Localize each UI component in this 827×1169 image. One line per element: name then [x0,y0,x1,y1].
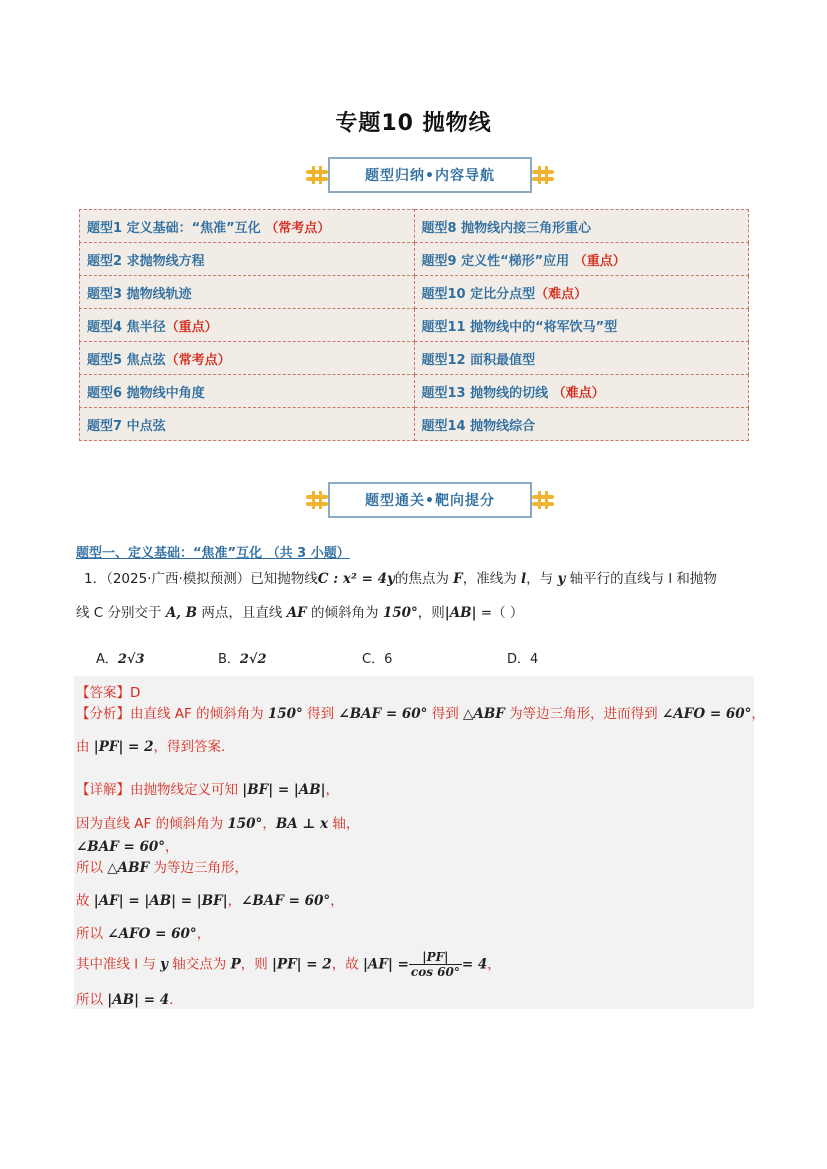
detail-text: ， [196,926,211,942]
topic-label: 题型5 焦点弦 [87,352,166,368]
topic-item[interactable] [80,375,415,408]
detail-math: ∠BAF = 60° [76,839,166,855]
detail-line-7 [76,950,501,979]
section-heading: 题型一、定义基础：“焦准”互化 （共 3 小题） [76,546,350,561]
option-c[interactable] [362,648,392,667]
option-value: 2√3 [117,652,145,667]
page-title: 专题10 抛物线 [335,111,492,136]
analysis-math: △ABF [463,706,505,722]
topic-tag: （难点） [535,286,588,302]
detail-math: △ABF [107,860,150,876]
detail-text: 所以 [76,860,108,876]
question-math: y [557,571,566,587]
analysis-line-1 [76,702,765,722]
detail-line-3 [76,835,179,855]
question-text: 1．（2025·广西·模拟预测）已知抛物线 [84,571,318,587]
option-value: 6 [384,652,393,667]
detail-text: 轴交点为 [167,956,231,973]
detail-line-5 [76,889,344,909]
detail-math: P [230,956,241,973]
analysis-text: 由直线 AF 的倾斜角为 [130,706,268,722]
question-text: 线 C 分别交于 [76,605,166,621]
detail-math: |AF| = [363,956,409,973]
option-d[interactable] [507,648,538,667]
topic-label: 题型7 中点弦 [87,418,166,434]
topic-row [80,210,749,243]
detail-text: ， [330,893,344,909]
topic-item[interactable] [80,276,415,309]
detail-text: ， [325,782,340,798]
detail-text: . [169,992,174,1008]
topic-label: 题型8 抛物线内接三角形重心 [421,220,592,236]
topic-row [80,243,749,276]
detail-text: 故 [76,893,94,909]
question-math: |AB| [444,605,477,621]
topic-label: 题型14 抛物线综合 [421,418,536,434]
question-text: 的倾斜角为 [306,605,383,621]
topic-tag: （重点） [573,253,626,269]
banner-right-ornament-icon [532,164,554,186]
detail-label: 【详解】 [76,782,130,798]
topic-item[interactable] [80,243,415,276]
analysis-text: 由 [76,739,94,755]
analysis-text: 为等边三角形，进而得到 [504,706,662,722]
detail-line-6 [76,922,210,942]
detail-text: 由抛物线定义可知 [130,782,243,798]
topic-row [80,342,749,375]
question-text: ，准线为 [462,571,522,587]
option-value: 2√2 [239,652,267,667]
analysis-text: 得到 [302,706,339,722]
question-text: 轴平行的直线与 l 和抛物 [565,571,717,587]
topic-label: 题型4 焦半径 [87,319,166,335]
topic-label: 题型10 定比分点型 [421,286,536,302]
analysis-line-2 [76,735,225,755]
question-text: 两点，且直线 [197,605,287,621]
banner-right-ornament-icon [532,489,554,511]
section-banner-practice [306,482,554,518]
detail-math: = 4 [461,956,488,973]
answer-label: 【答案】 [76,685,130,701]
question-math: A, B [165,605,198,621]
topic-tag: （常考点） [165,352,231,368]
topic-label: 题型2 求抛物线方程 [87,253,205,269]
question-math: 150° [382,605,418,621]
analysis-text: ， [751,706,765,722]
banner-label: 题型归纳•内容导航 [328,157,532,193]
detail-math: ∠BAF = 60° [241,893,331,909]
question-equation: C : x² = 4y [317,571,395,587]
topic-label: 题型6 抛物线中角度 [87,385,205,401]
detail-text: ， [262,816,276,832]
detail-text: 所以 [76,926,108,942]
question-line-1 [84,569,764,589]
question-text: 的焦点为 [394,571,454,587]
detail-text: ，故 [331,956,363,973]
detail-math: |BF| = |AB| [242,782,326,798]
banner-label: 题型通关•靶向提分 [328,482,532,518]
analysis-text: 得到 [427,706,464,722]
topic-tag: （难点） [552,385,605,401]
detail-text: ，则 [240,956,273,973]
detail-text: ， [165,839,179,855]
detail-math: |AF| = |AB| = |BF| [93,893,228,909]
detail-text: ， [227,893,242,909]
option-value: 4 [530,652,539,667]
question-line-2 [76,603,756,623]
analysis-math: 150° [267,706,303,722]
topic-label: 题型12 面积最值型 [421,352,536,368]
question-math: AF [286,605,307,621]
analysis-math: ∠BAF = 60° [338,706,428,722]
topic-tag: （重点） [165,319,218,335]
topic-item[interactable] [414,210,749,243]
question-text: ，与 [526,571,558,587]
fraction-numerator: |PF| [409,950,462,965]
topic-item[interactable] [80,210,415,243]
topic-label: 题型9 定义性“梯形”应用 [421,253,574,269]
topic-tag: （常考点） [265,220,331,236]
analysis-text: ，得到答案. [153,739,226,755]
detail-math: 150° [227,816,263,832]
detail-math: ∠AFO = 60° [107,926,197,942]
topic-item[interactable] [414,342,749,375]
question-math: F [453,571,463,587]
question-math: l [521,571,527,587]
detail-line-8 [76,988,173,1008]
option-b[interactable] [218,648,267,667]
topic-item[interactable] [80,309,415,342]
topic-label: 题型1 定义基础：“焦准”互化 [87,220,266,236]
detail-math: y [160,956,168,973]
detail-line-2 [76,812,359,832]
banner-left-ornament-icon [306,489,328,511]
detail-line-4 [76,856,248,876]
banner-left-ornament-icon [306,164,328,186]
question-text: ，则 [417,605,445,621]
topic-item[interactable] [80,408,415,441]
topic-item[interactable] [414,309,749,342]
topic-item[interactable] [80,342,415,375]
detail-math: |PF| = 2 [272,956,332,973]
topic-label: 题型11 抛物线中的“将军饮马”型 [421,319,618,335]
option-label: C． [362,652,385,667]
section-banner-navigation [306,157,554,193]
topic-row [80,276,749,309]
detail-text: 其中准线 l 与 [76,956,161,973]
topic-label: 题型13 抛物线的切线 [421,385,553,401]
fraction [409,950,462,979]
option-label: A． [96,652,118,667]
option-label: B． [218,652,240,667]
topic-item[interactable] [414,375,749,408]
detail-line-1 [76,778,339,798]
detail-text: 为等边三角形， [149,860,248,876]
option-a[interactable] [96,648,145,667]
detail-text: 所以 [76,992,108,1008]
answer-value: D [130,685,141,701]
topic-item[interactable] [414,276,749,309]
option-label: D． [507,652,531,667]
detail-math: BA ⊥ x [275,816,329,832]
detail-text: ， [487,956,501,973]
topic-row [80,408,749,441]
topic-row [80,375,749,408]
topic-item[interactable] [414,408,749,441]
analysis-label: 【分析】 [76,706,130,722]
topic-table [79,209,749,441]
fraction-denominator: cos 60° [410,965,460,979]
question-text: =（ ） [476,605,524,621]
analysis-math: |PF| = 2 [93,739,154,755]
detail-text: 轴， [328,816,360,832]
answer-line [76,681,140,701]
detail-math: |AB| = 4 [107,992,170,1008]
detail-text: 因为直线 AF 的倾斜角为 [76,816,228,832]
topic-item[interactable] [414,243,749,276]
topic-row [80,309,749,342]
analysis-math: ∠AFO = 60° [661,706,752,722]
topic-label: 题型3 抛物线轨迹 [87,286,192,302]
